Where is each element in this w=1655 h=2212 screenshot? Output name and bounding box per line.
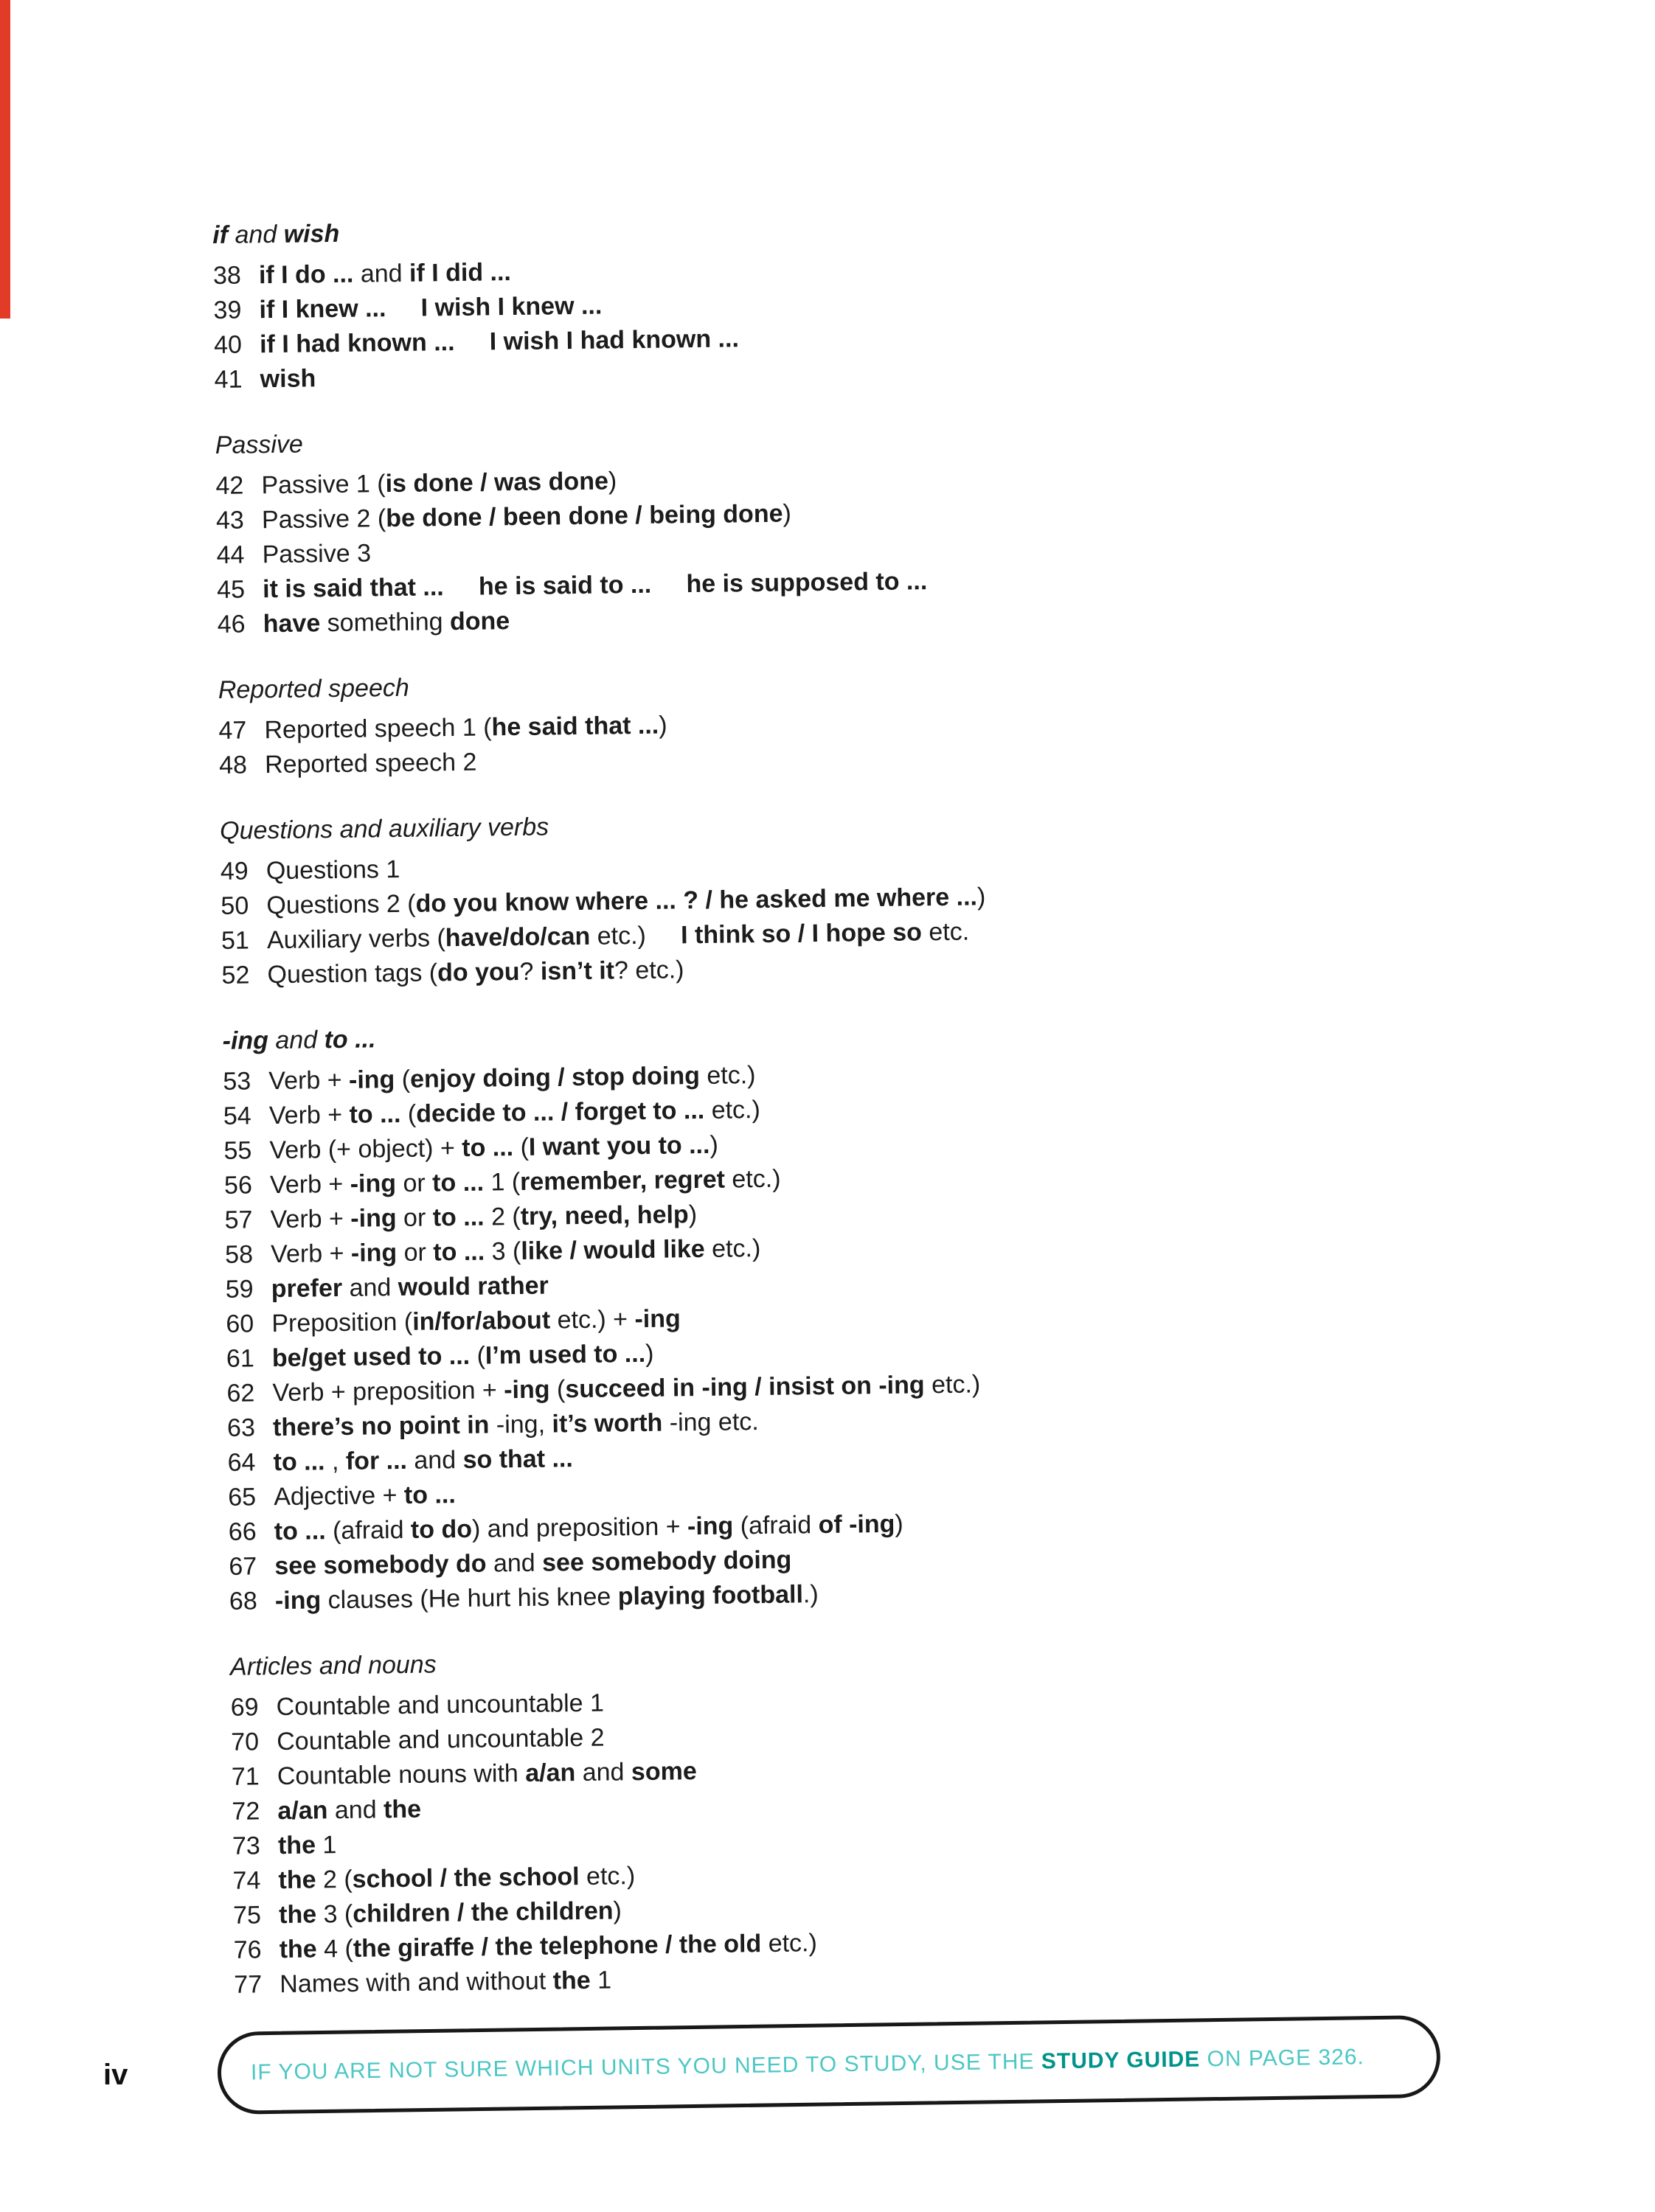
bold-text: -ing [503,1375,550,1405]
unit-number: 61 [226,1344,254,1373]
text: 1 ( [483,1168,521,1197]
text [386,294,421,323]
text: Countable and uncountable 1 [276,1688,605,1722]
text: ( [469,1341,486,1370]
bold-text: -ing [222,1026,269,1055]
bold-text: a/an [277,1796,328,1826]
text: ) [783,499,792,528]
bold-text: of -ing [818,1509,895,1540]
text: -ing [496,1410,538,1439]
bold-text: children / the children [353,1896,614,1928]
unit-number: 75 [232,1901,262,1930]
unit-title [262,536,371,572]
bold-text: in/for/about [412,1306,551,1336]
bold-text: for ... [345,1446,408,1475]
unit-number: 55 [223,1136,252,1165]
bold-text: to ... [433,1237,485,1267]
text: 3 ( [484,1237,521,1266]
unit-number: 68 [229,1587,257,1615]
text: 1 [590,1966,612,1994]
unit-title [259,289,602,328]
unit-number: 77 [234,1970,263,1999]
unit-title [259,255,512,293]
text: ) and preposition + [471,1512,688,1543]
text: etc.) [699,1061,756,1091]
bold-text: remember, regret [519,1165,726,1196]
unit-number: 53 [223,1067,251,1096]
text: clauses (He hurt his knee [320,1582,618,1615]
bold-text: I wish I had known ... [489,324,740,356]
unit-number: 70 [231,1728,260,1756]
text: Adjective + [273,1481,405,1512]
text: ) [645,1339,654,1368]
unit-number: 50 [221,891,249,920]
bold-text: be done / been done / being done [385,499,783,533]
bold-text: is done / was done [385,467,609,498]
study-guide-banner [217,2015,1440,2115]
bold-text: decide to ... / forget to ... [416,1096,705,1128]
text: Preposition ( [271,1307,413,1338]
text: (afraid [325,1515,412,1545]
bold-text: if [212,220,229,249]
text: 1 [315,1831,337,1860]
bold-text: the [279,1935,317,1964]
unit-title [276,1686,604,1725]
unit-number: 41 [214,365,243,394]
text: Questions 2 ( [266,889,416,920]
unit-number: 39 [213,296,242,324]
text: etc. [711,1408,759,1436]
bold-text: to ... [432,1203,485,1232]
bold-text: do you know where ... ? / he asked me where ... [415,883,978,918]
unit-title [271,1301,681,1341]
text: ) [709,1130,719,1159]
bold-text: would rather [398,1271,549,1302]
unit-title [272,1337,654,1376]
text: and [327,1795,384,1825]
unit-number: 56 [223,1171,253,1200]
text: , [325,1447,347,1476]
text: Verb + [269,1169,350,1200]
text: Verb + [268,1100,350,1130]
text: Countable and uncountable 2 [277,1723,605,1756]
bold-text: the giraffe / the telephone / the old [353,1930,762,1963]
bold-text: to do [410,1514,473,1544]
unit-title [264,709,667,748]
unit-number: 60 [226,1310,254,1338]
unit-number: 57 [224,1206,253,1234]
bold-text: wish [260,364,316,394]
bold-text: a/an [525,1759,576,1787]
unit-number: 66 [228,1517,257,1546]
text [646,921,681,950]
toc [212,203,1474,2033]
bold-text: enjoy doing / stop doing [409,1062,701,1093]
text: etc.) + [549,1305,635,1335]
unit-number: 71 [231,1762,260,1791]
text: Verb + preposition + [272,1376,504,1408]
unit-title [273,1405,759,1445]
unit-number: 73 [232,1832,261,1860]
bold-text: -ing [274,1586,322,1615]
bold-text: if I do ... [258,260,354,290]
bold-text: succeed in -ing / insist on -ing [565,1371,925,1404]
unit-title [268,1058,756,1099]
text: Questions 1 [266,855,400,886]
text: and [406,1445,463,1475]
toc-section-3 [218,658,1459,783]
text: ) [659,711,667,740]
unit-number: 49 [220,857,249,886]
text: something [319,608,451,638]
text: Countable nouns with [277,1759,526,1791]
text: Auxiliary verbs ( [266,924,446,955]
bold-text: to ... [274,1517,326,1546]
text: etc.) [924,1370,981,1399]
unit-title [270,1162,781,1203]
banner-text-before: IF YOU ARE NOT SURE WHICH UNITS YOU NEED TO STUDY, USE THE [250,2049,1042,2085]
bold-text: be/get used to ... [271,1341,471,1373]
unit-number: 48 [218,751,248,779]
bold-text: if I had known ... [259,328,455,359]
bold-text: if I did ... [409,258,512,288]
banner-text [251,2045,1364,2085]
bold-text: try, need, help [520,1200,689,1231]
text: Reported speech 1 ( [264,713,492,745]
unit-number: 67 [229,1552,257,1581]
text: ) [976,883,986,911]
bold-text: -ing [350,1204,397,1233]
text: etc.) [761,1929,818,1958]
text: Passive 1 ( [261,470,386,500]
text: etc.) [590,921,647,950]
bold-text: -ing [350,1169,397,1198]
text: Verb (+ object) + [269,1133,462,1165]
bold-text: to ... [462,1133,514,1162]
unit-number: 59 [225,1275,254,1304]
unit-number: 54 [223,1102,251,1130]
unit-number: 46 [217,610,246,639]
text: .) [802,1580,819,1609]
text: 2 ( [316,1865,353,1894]
bold-text: the [277,1831,316,1860]
bold-text: school / the school [352,1863,580,1893]
unit-number: 45 [216,575,246,604]
unit-title [267,953,684,992]
text: ? [519,957,541,986]
text: ) [688,1200,698,1229]
text: (afraid [733,1511,819,1540]
text: or [396,1203,433,1233]
bold-text: see somebody do [274,1549,487,1581]
unit-title [277,1792,421,1829]
text: or [395,1169,433,1198]
unit-title [271,1231,761,1272]
toc-section-6 [230,1635,1474,2002]
page-number: iv [103,2059,128,2091]
bold-text: he is said to ... [478,570,652,601]
text: Passive [215,430,304,459]
unit-title [271,1269,549,1307]
text: and [268,1026,325,1055]
unit-number: 38 [212,261,242,290]
bold-text: some [631,1757,697,1787]
unit-number: 74 [232,1866,261,1895]
text: etc.) [579,1862,636,1891]
text: ) [613,1896,622,1925]
bold-text: the [552,1966,591,1995]
red-accent-bar [0,0,10,319]
unit-number: 62 [226,1379,255,1408]
unit-title [266,852,400,888]
bold-text: do you [437,957,520,987]
bold-text: so that ... [462,1444,574,1474]
bold-text: wish [283,219,340,248]
bold-text: I want you to ... [528,1130,710,1161]
unit-title [269,1093,761,1133]
unit-number: 69 [230,1693,259,1722]
text: etc. [921,917,970,947]
unit-number: 52 [221,961,250,990]
unit-title [260,321,739,362]
text: Reported speech 2 [264,748,477,779]
unit-number: 47 [218,716,247,745]
bold-text: it is said that ... [262,573,444,604]
bold-text: -ing [634,1304,681,1334]
bold-text: the [278,1900,317,1930]
unit-title [279,1893,622,1933]
bold-text: -ing [348,1065,395,1094]
text: Articles and nouns [229,1650,437,1681]
text: 2 ( [484,1202,521,1231]
unit-title [262,496,791,538]
text: ? etc.) [614,956,684,985]
unit-title [277,1754,697,1794]
unit-title [275,1577,819,1618]
unit-title [269,1128,718,1168]
text: etc.) [724,1164,781,1194]
text: Verb + [270,1204,351,1234]
text: etc.) [704,1234,761,1263]
text: Verb + [268,1065,350,1096]
bold-text: have [263,609,321,639]
bold-text: to ... [324,1025,376,1054]
bold-text: I wish I knew ... [420,291,603,322]
bold-text: I think so / I hope so [680,918,923,950]
bold-text: it’s worth [552,1408,670,1439]
text: and [341,1273,398,1302]
text: and [353,259,410,288]
bold-text: the [383,1795,422,1824]
bold-text: done [449,607,510,636]
unit-title [273,1441,573,1480]
bold-text: have/do/can [445,922,591,953]
text: Passive 2 ( [261,504,386,535]
bold-text: to ... [403,1481,457,1509]
text: etc.) [704,1096,761,1124]
text: and [575,1758,632,1787]
text [651,570,687,599]
bold-text: he said that ... [491,711,659,742]
bold-text: like / would like [521,1234,705,1265]
unit-number: 63 [226,1413,256,1442]
bold-text: -ing [687,1512,734,1541]
text: ) [608,467,617,495]
unit-title [278,1859,635,1898]
bold-text: prefer [271,1273,343,1304]
text: and [486,1548,543,1578]
banner-study-guide-highlight: STUDY GUIDE [1041,2047,1201,2074]
text: ( [400,1099,417,1128]
text [444,573,479,602]
text: Question tags ( [267,959,438,990]
unit-title [280,1964,611,2002]
toc-section-5 [222,1009,1468,1618]
unit-number: 51 [221,926,250,955]
bold-text: I’m used to ... [485,1339,646,1370]
bold-text: he is supposed to ... [686,567,928,599]
text [454,327,490,356]
unit-number: 43 [215,506,245,535]
unit-title [261,464,617,503]
bold-text: the [278,1865,316,1895]
bold-text: to ... [349,1099,401,1129]
text: 4 ( [316,1934,354,1964]
bold-text: playing football [617,1580,804,1611]
toc-section-4 [220,799,1461,993]
bold-text: to ... [431,1168,485,1197]
text: ( [395,1065,411,1094]
toc-section-2 [215,413,1456,642]
text: ( [549,1375,566,1404]
text: , [538,1410,552,1439]
text: Names with and without [280,1966,553,1999]
unit-number: 44 [216,540,245,569]
text: and [227,220,284,249]
bold-text: isn’t it [540,956,615,986]
unit-title [279,1926,817,1967]
unit-title [274,1478,456,1514]
bold-text: if I knew ... [259,294,386,324]
bold-text: to ... [273,1447,325,1477]
bold-text: -ing [350,1239,398,1267]
text: ) [895,1509,903,1538]
text: ( [513,1133,530,1162]
unit-number: 64 [227,1448,256,1477]
unit-title [278,1828,337,1863]
text: 3 ( [316,1899,353,1929]
unit-title [274,1543,792,1585]
toc-section-1 [212,203,1454,397]
unit-number: 58 [224,1240,254,1269]
unit-title [265,745,477,783]
text: Passive 3 [262,539,372,569]
unit-title [270,1197,697,1237]
text: -ing [669,1408,712,1437]
unit-number: 40 [213,330,243,359]
unit-number: 72 [232,1797,260,1826]
text: Verb + [270,1239,352,1269]
bold-text: there’s no point in [272,1411,497,1442]
unit-number: 76 [233,1935,262,1964]
text: Reported speech [218,673,409,704]
text: Questions and auxiliary verbs [219,813,549,845]
text: or [396,1238,434,1267]
unit-number: 42 [215,471,244,500]
unit-number: 65 [227,1483,257,1512]
banner-text-after: ON PAGE 326. [1200,2045,1365,2072]
unit-title [263,604,510,641]
unit-title [260,361,316,397]
bold-text: see somebody doing [541,1545,792,1577]
unit-title [277,1721,605,1759]
